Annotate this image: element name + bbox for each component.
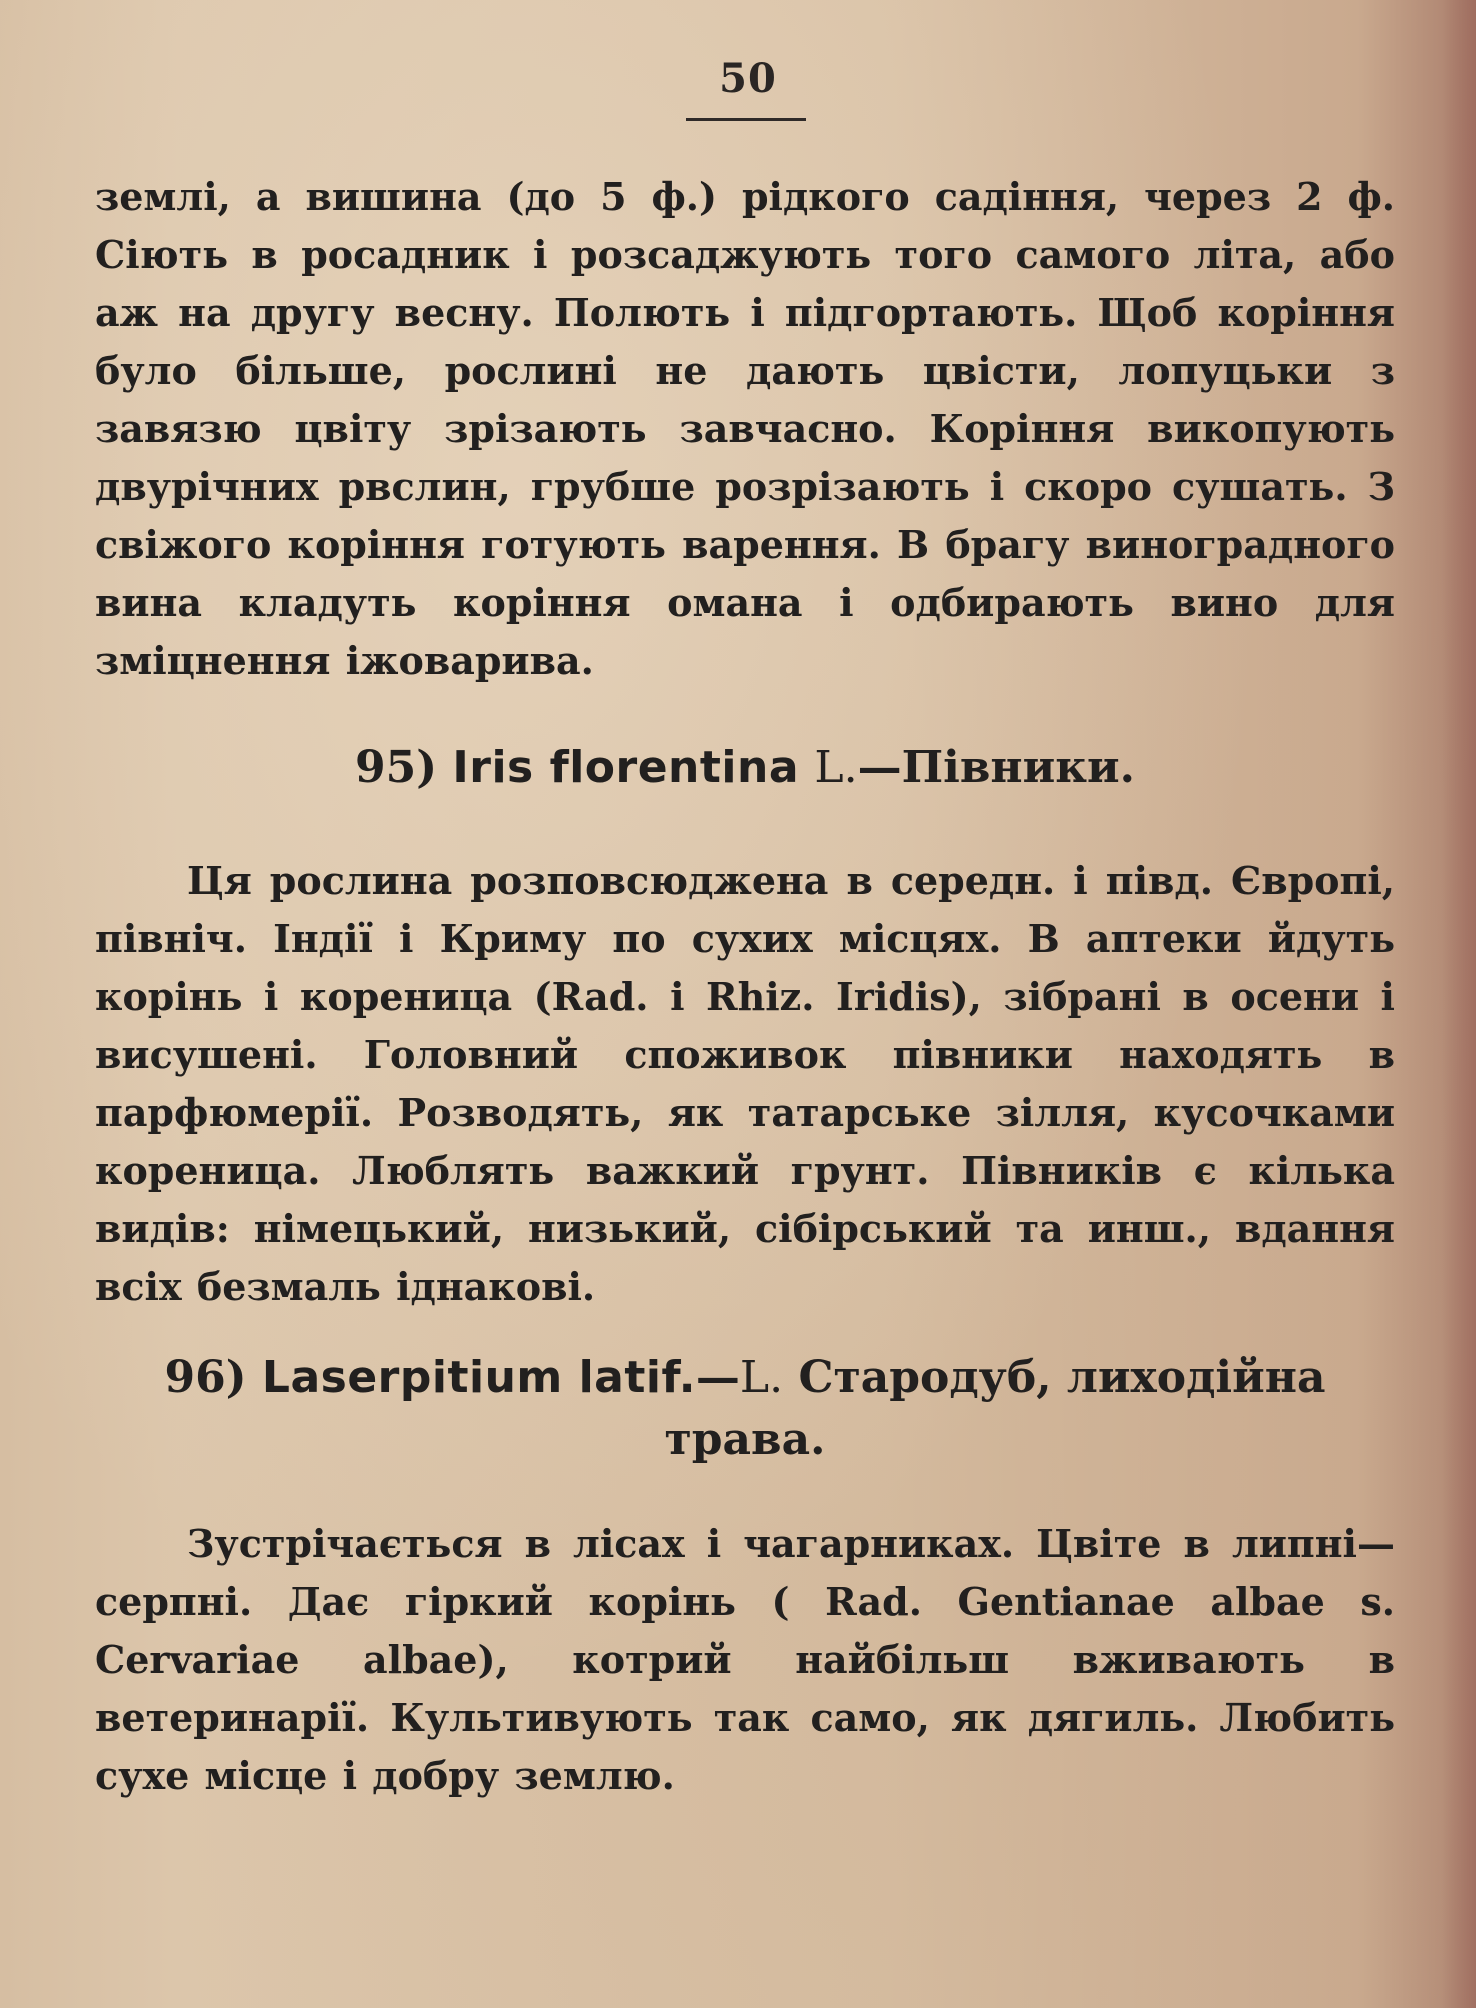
heading-number: 95)	[355, 742, 438, 793]
paragraph-laserpitium: Зустрічається в лісах і чагарниках. Цвіте в липні—серпні. Дає гіркий корінь ( Rad. Gentianae albae s. Cervariae albae), котрий найбільш вживають в ветеринарії. Культивують так само, як дягиль. Любить сухе місце і добру землю.	[95, 1521, 1395, 1798]
heading-author: L.	[814, 742, 858, 793]
heading-author: L.	[739, 1352, 784, 1403]
section-heading-95	[95, 737, 1395, 799]
page-number-rule	[686, 118, 806, 121]
paragraph-continuation: землі, а вишина (до 5 ф.) рідкого садіння, через 2 ф. Сіють в росадник і розсаджують того самого літа, або аж на другу весну. Полють і підгортають. Щоб коріння було більше, рослині не дають цвісти, лопуцьки з завязю цвіту зрізають завчасно. Коріння викопують двурічних рвслин, грубше розрізають і скоро сушать. З свіжого коріння готують варення. В брагу виноградного вина кладуть коріння омана і одбирають вино для зміцнення іжоварива.	[95, 174, 1395, 683]
paragraph-iris: Ця рослина розповсюджена в середн. і півд. Європі, північ. Індії і Криму по сухих місцях. В аптеки йдуть корінь і кореница (Rad. і Rhiz. Iridis), зібрані в осени і висушені. Головний споживок півники находять в парфюмерії. Розводять, як татарське зілля, кусочками кореница. Люблять важкий грунт. Півників є кілька видів: німецький, низький, сібірський та инш., вдання всіх безмаль іднакові.	[95, 858, 1395, 1309]
heading-dash: —	[695, 1352, 740, 1403]
heading-common-name: Стародуб, лиходійна трава.	[664, 1352, 1326, 1465]
heading-number: 96)	[164, 1352, 247, 1403]
heading-latin-name: Iris florentina	[452, 742, 800, 793]
heading-dash: —	[857, 742, 902, 793]
heading-latin-name: Laserpitium latif.	[261, 1352, 696, 1403]
page-number: 50	[719, 55, 777, 102]
heading-common-name: Півники.	[901, 742, 1135, 793]
page-edge-shadow	[1442, 0, 1476, 2008]
section-heading-96	[95, 1347, 1395, 1471]
